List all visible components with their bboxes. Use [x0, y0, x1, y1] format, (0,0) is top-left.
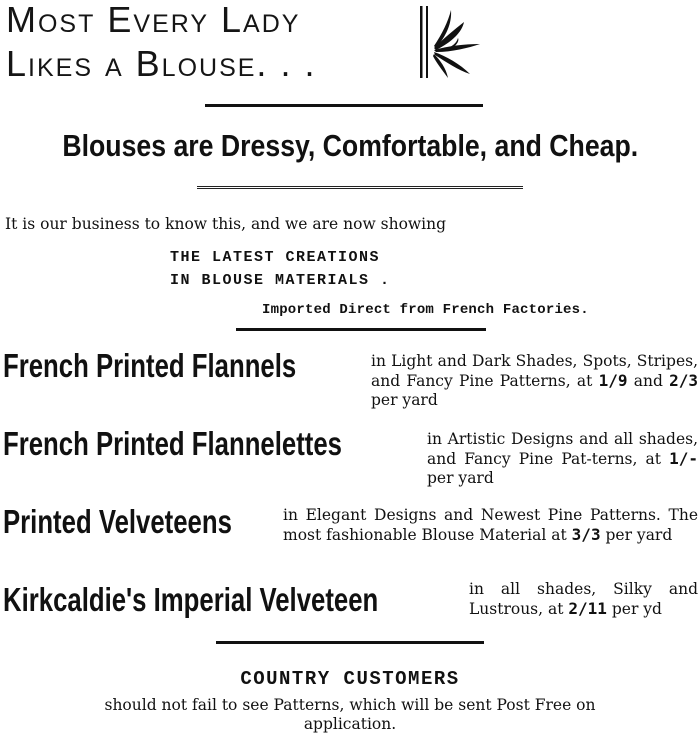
product-desc-flannels: in Light and Dark Shades, Spots, Stripes, and Fancy Pine Patterns, at 1/9 and 2/3 per yard: [371, 352, 699, 409]
fan-flourish-icon: [418, 4, 490, 82]
intro-text: It is our business to know this, and we are now showing: [5, 215, 447, 233]
product-name-velveteens: Printed Velveteens: [3, 503, 232, 540]
divider-middle: [236, 328, 486, 331]
divider-top: [205, 104, 483, 107]
country-customers-body: should not fail to see Patterns, which will be sent Post Free on application.: [104, 696, 596, 733]
imported-note: Imported Direct from French Factories.: [262, 302, 589, 318]
headline-line-1: Most Every Lady: [6, 0, 301, 40]
tagline: Blouses are Dressy, Comfortable, and Cheap.: [62, 128, 639, 163]
product-name-flannels: French Printed Flannels: [3, 347, 297, 384]
latest-creations-line-2: IN BLOUSE MATERIALS .: [170, 272, 391, 289]
headline-line-2: Likes a Blouse. . .: [6, 43, 317, 84]
product-desc-imperial-velveteen: in all shades, Silky and Lustrous, at 2/11 per yd: [469, 580, 698, 618]
divider-double: [197, 186, 523, 189]
price: 1/9: [598, 371, 628, 390]
product-name-flannelettes: French Printed Flannelettes: [3, 425, 342, 462]
latest-creations-line-1: THE LATEST CREATIONS: [170, 249, 381, 266]
price: 2/3: [669, 371, 699, 390]
product-desc-flannelettes: in Artistic Designs and all shades, and Fancy Pine Pat-terns, at 1/- per yard: [427, 430, 698, 487]
price: 3/3: [571, 525, 601, 544]
price: 2/11: [568, 599, 607, 618]
price: 1/-: [669, 449, 698, 468]
product-desc-velveteens: in Elegant Designs and Newest Pine Patterns. The most fashionable Blouse Material at 3/3 per yard: [283, 506, 698, 544]
country-customers-title: COUNTRY CUSTOMERS: [240, 668, 460, 690]
product-name-imperial-velveteen: Kirkcaldie's Imperial Velveteen: [3, 581, 379, 618]
divider-bottom: [216, 641, 484, 644]
